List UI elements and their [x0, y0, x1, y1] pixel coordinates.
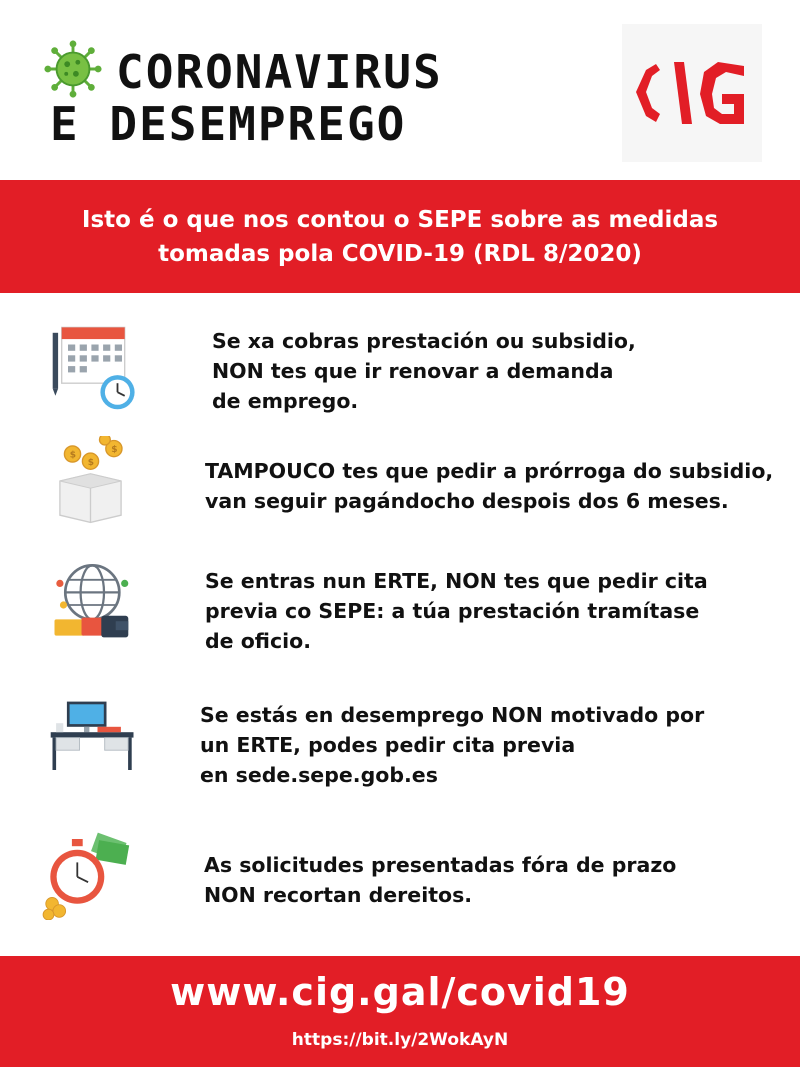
calendar-clock-icon — [40, 322, 150, 412]
info-banner — [0, 180, 800, 293]
desk-computer-icon — [38, 698, 148, 788]
footer-url-short[interactable]: https://bit.ly/2WokAyN — [291, 1030, 509, 1050]
banner-line-2: tomadas pola COVID-19 (RDL 8/2020) — [158, 240, 642, 267]
stopwatch-money-icon — [34, 830, 144, 920]
svg-text:$: $ — [87, 457, 95, 468]
item-text: Se entras nun ERTE, NON tes que pedir cita previa co SEPE: a túa prestación tramítase de oficio. — [205, 569, 708, 653]
footer — [0, 956, 800, 1067]
globe-wallet-icon — [40, 560, 150, 650]
svg-text:$: $ — [111, 445, 118, 456]
banner-line-1: Isto é o que nos contou o SEPE sobre as medidas — [81, 206, 719, 233]
svg-text:$: $ — [69, 450, 77, 461]
cig-logo-icon — [622, 24, 762, 162]
title-line-1: CORONAVIRUS — [116, 45, 443, 99]
item-text: Se estás en desemprego NON motivado por un ERTE, podes pedir cita previa en sede.sepe.gob.es — [200, 703, 705, 787]
item-text: As solicitudes presentadas fóra de prazo NON recortan dereitos. — [204, 853, 677, 907]
item-text: Se xa cobras prestación ou subsidio, NON tes que ir renovar a demanda de emprego. — [212, 329, 636, 413]
coins-box-icon — [40, 436, 150, 526]
title-line-2: E DESEMPREGO — [50, 97, 407, 151]
item-text: TAMPOUCO tes que pedir a prórroga do subsidio, van seguir pagándocho despois dos 6 meses. — [205, 459, 774, 513]
page-title — [50, 46, 443, 150]
footer-url-main[interactable]: www.cig.gal/covid19 — [170, 970, 630, 1014]
header — [0, 0, 800, 180]
